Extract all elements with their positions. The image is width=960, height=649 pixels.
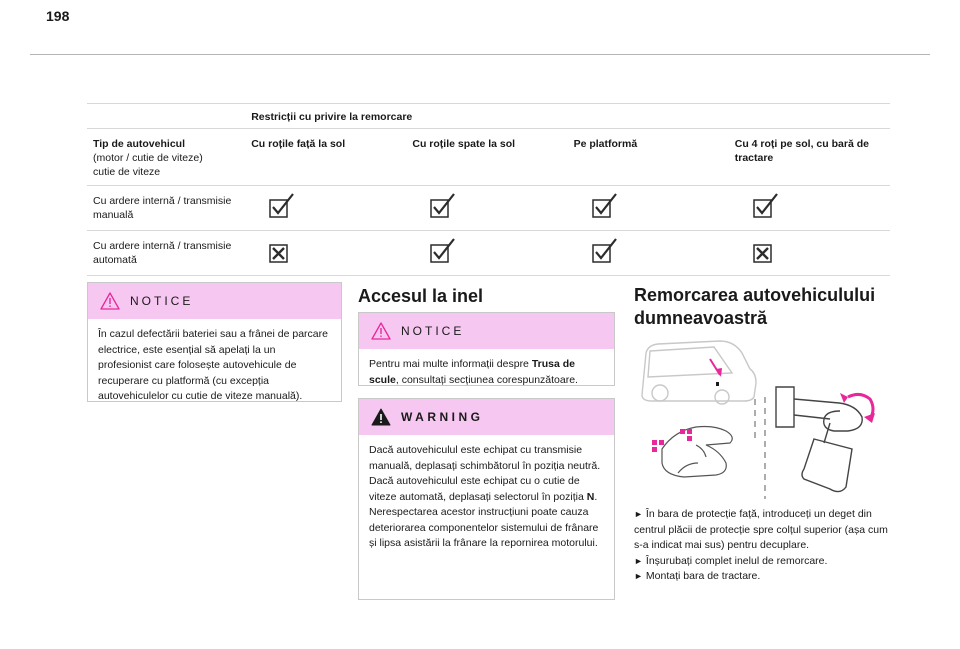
check-box-icon bbox=[268, 193, 400, 223]
warning-label: WARNING bbox=[401, 410, 484, 424]
table-row bbox=[87, 231, 890, 276]
row-label-manual: Cu ardere internă / transmisie manuală bbox=[87, 186, 245, 231]
page-number: 198 bbox=[46, 8, 70, 24]
warning-gear-box bbox=[358, 398, 615, 600]
warning-text-automatic: Dacă autovehiculul este echipat cu o cutie de viteze automată, deplasați selectorul în poziția N. bbox=[369, 475, 598, 503]
check-box-icon bbox=[591, 193, 723, 223]
cross-box-icon bbox=[268, 238, 400, 268]
check-box-icon bbox=[752, 193, 884, 223]
cross-box-icon bbox=[752, 238, 884, 268]
warning-text-manual: Dacă autovehiculul este echipat cu transmisie manuală, deplasați schimbătorul în poziția neutră. bbox=[369, 444, 601, 472]
vehicle-type-sub2: cutie de viteze bbox=[93, 166, 161, 178]
check-box-icon bbox=[429, 238, 561, 268]
section-title-towing: Remorcarea autovehiculului dumneavoastră bbox=[634, 285, 876, 328]
notice-label: NOTICE bbox=[130, 294, 194, 308]
step-item: ► În bara de protecție față, introduceți un deget din centrul plăcii de protecție spre colțul superior (așa cum s-a indicat mai sus) pentru decuplare. bbox=[634, 508, 888, 551]
step-item: ► Montați bara de tractare. bbox=[634, 570, 761, 582]
notice-battery-box bbox=[87, 282, 342, 402]
table-title: Restricții cu privire la remorcare bbox=[245, 104, 890, 129]
hand-pressing-plate-icon bbox=[662, 427, 732, 478]
column-header-vehicle-type bbox=[87, 129, 245, 186]
vehicle-type-sub: (motor / cutie de viteze) bbox=[93, 152, 203, 164]
towing-restrictions-table bbox=[87, 103, 890, 276]
header-rule bbox=[30, 54, 930, 55]
warning-triangle-outline-icon bbox=[371, 322, 391, 340]
arrow-icon bbox=[716, 368, 722, 377]
towing-steps bbox=[634, 507, 890, 585]
notice-text: Pentru mai multe informații despre Trusa de scule, consultați secțiunea corespunzătoare. bbox=[369, 358, 578, 386]
toolkit-link-text: Trusa de scule bbox=[369, 358, 576, 386]
arrow-bullet-icon: ► bbox=[634, 571, 643, 581]
warning-text-consequence: Nerespectarea acestor instrucțiuni poate cauza deteriorarea componentelor sistemului de frânare și lipsa asistării la frânare la repornirea motorului. bbox=[369, 506, 599, 549]
column-header-rear-wheels: Cu roțile spate la sol bbox=[406, 129, 567, 186]
towing-ring-illustration bbox=[634, 339, 890, 499]
column-header-four-wheels: Cu 4 roți pe sol, cu bară de tractare bbox=[729, 129, 890, 186]
notice-text: În cazul defectării bateriei sau a frânei de parcare electrice, este esențial să apelați la un profesionist care folosește autovehicule de recuperare cu platformă (cu excepția autovehiculelor cu cutie de viteze manuală). bbox=[98, 328, 328, 402]
table-header-row bbox=[87, 129, 890, 186]
notice-toolkit-box bbox=[358, 312, 615, 386]
table-title-row bbox=[87, 104, 890, 129]
check-box-icon bbox=[429, 193, 561, 223]
row-label-automatic: Cu ardere internă / transmisie automată bbox=[87, 231, 245, 276]
check-box-icon bbox=[591, 238, 723, 268]
column-header-platform: Pe platformă bbox=[568, 129, 729, 186]
step-item: ► Înșurubați complet inelul de remorcare. bbox=[634, 554, 828, 567]
car-front-icon bbox=[642, 341, 756, 404]
warning-header bbox=[359, 399, 614, 435]
notice-header bbox=[359, 313, 614, 349]
column-header-front-wheels: Cu roțile față la sol bbox=[245, 129, 406, 186]
warning-triangle-filled-icon bbox=[371, 408, 391, 426]
table-row bbox=[87, 186, 890, 231]
plate-arrow-icon bbox=[652, 429, 692, 452]
warning-triangle-outline-icon bbox=[100, 292, 120, 310]
tow-ring-icon bbox=[776, 387, 862, 492]
arrow-bullet-icon: ► bbox=[634, 509, 643, 519]
notice-header bbox=[88, 283, 341, 319]
notice-label: NOTICE bbox=[401, 324, 465, 338]
vehicle-type-label: Tip de autovehicul bbox=[93, 138, 185, 150]
arrow-bullet-icon: ► bbox=[634, 555, 643, 566]
section-title-ring-access: Accesul la inel bbox=[358, 286, 484, 306]
